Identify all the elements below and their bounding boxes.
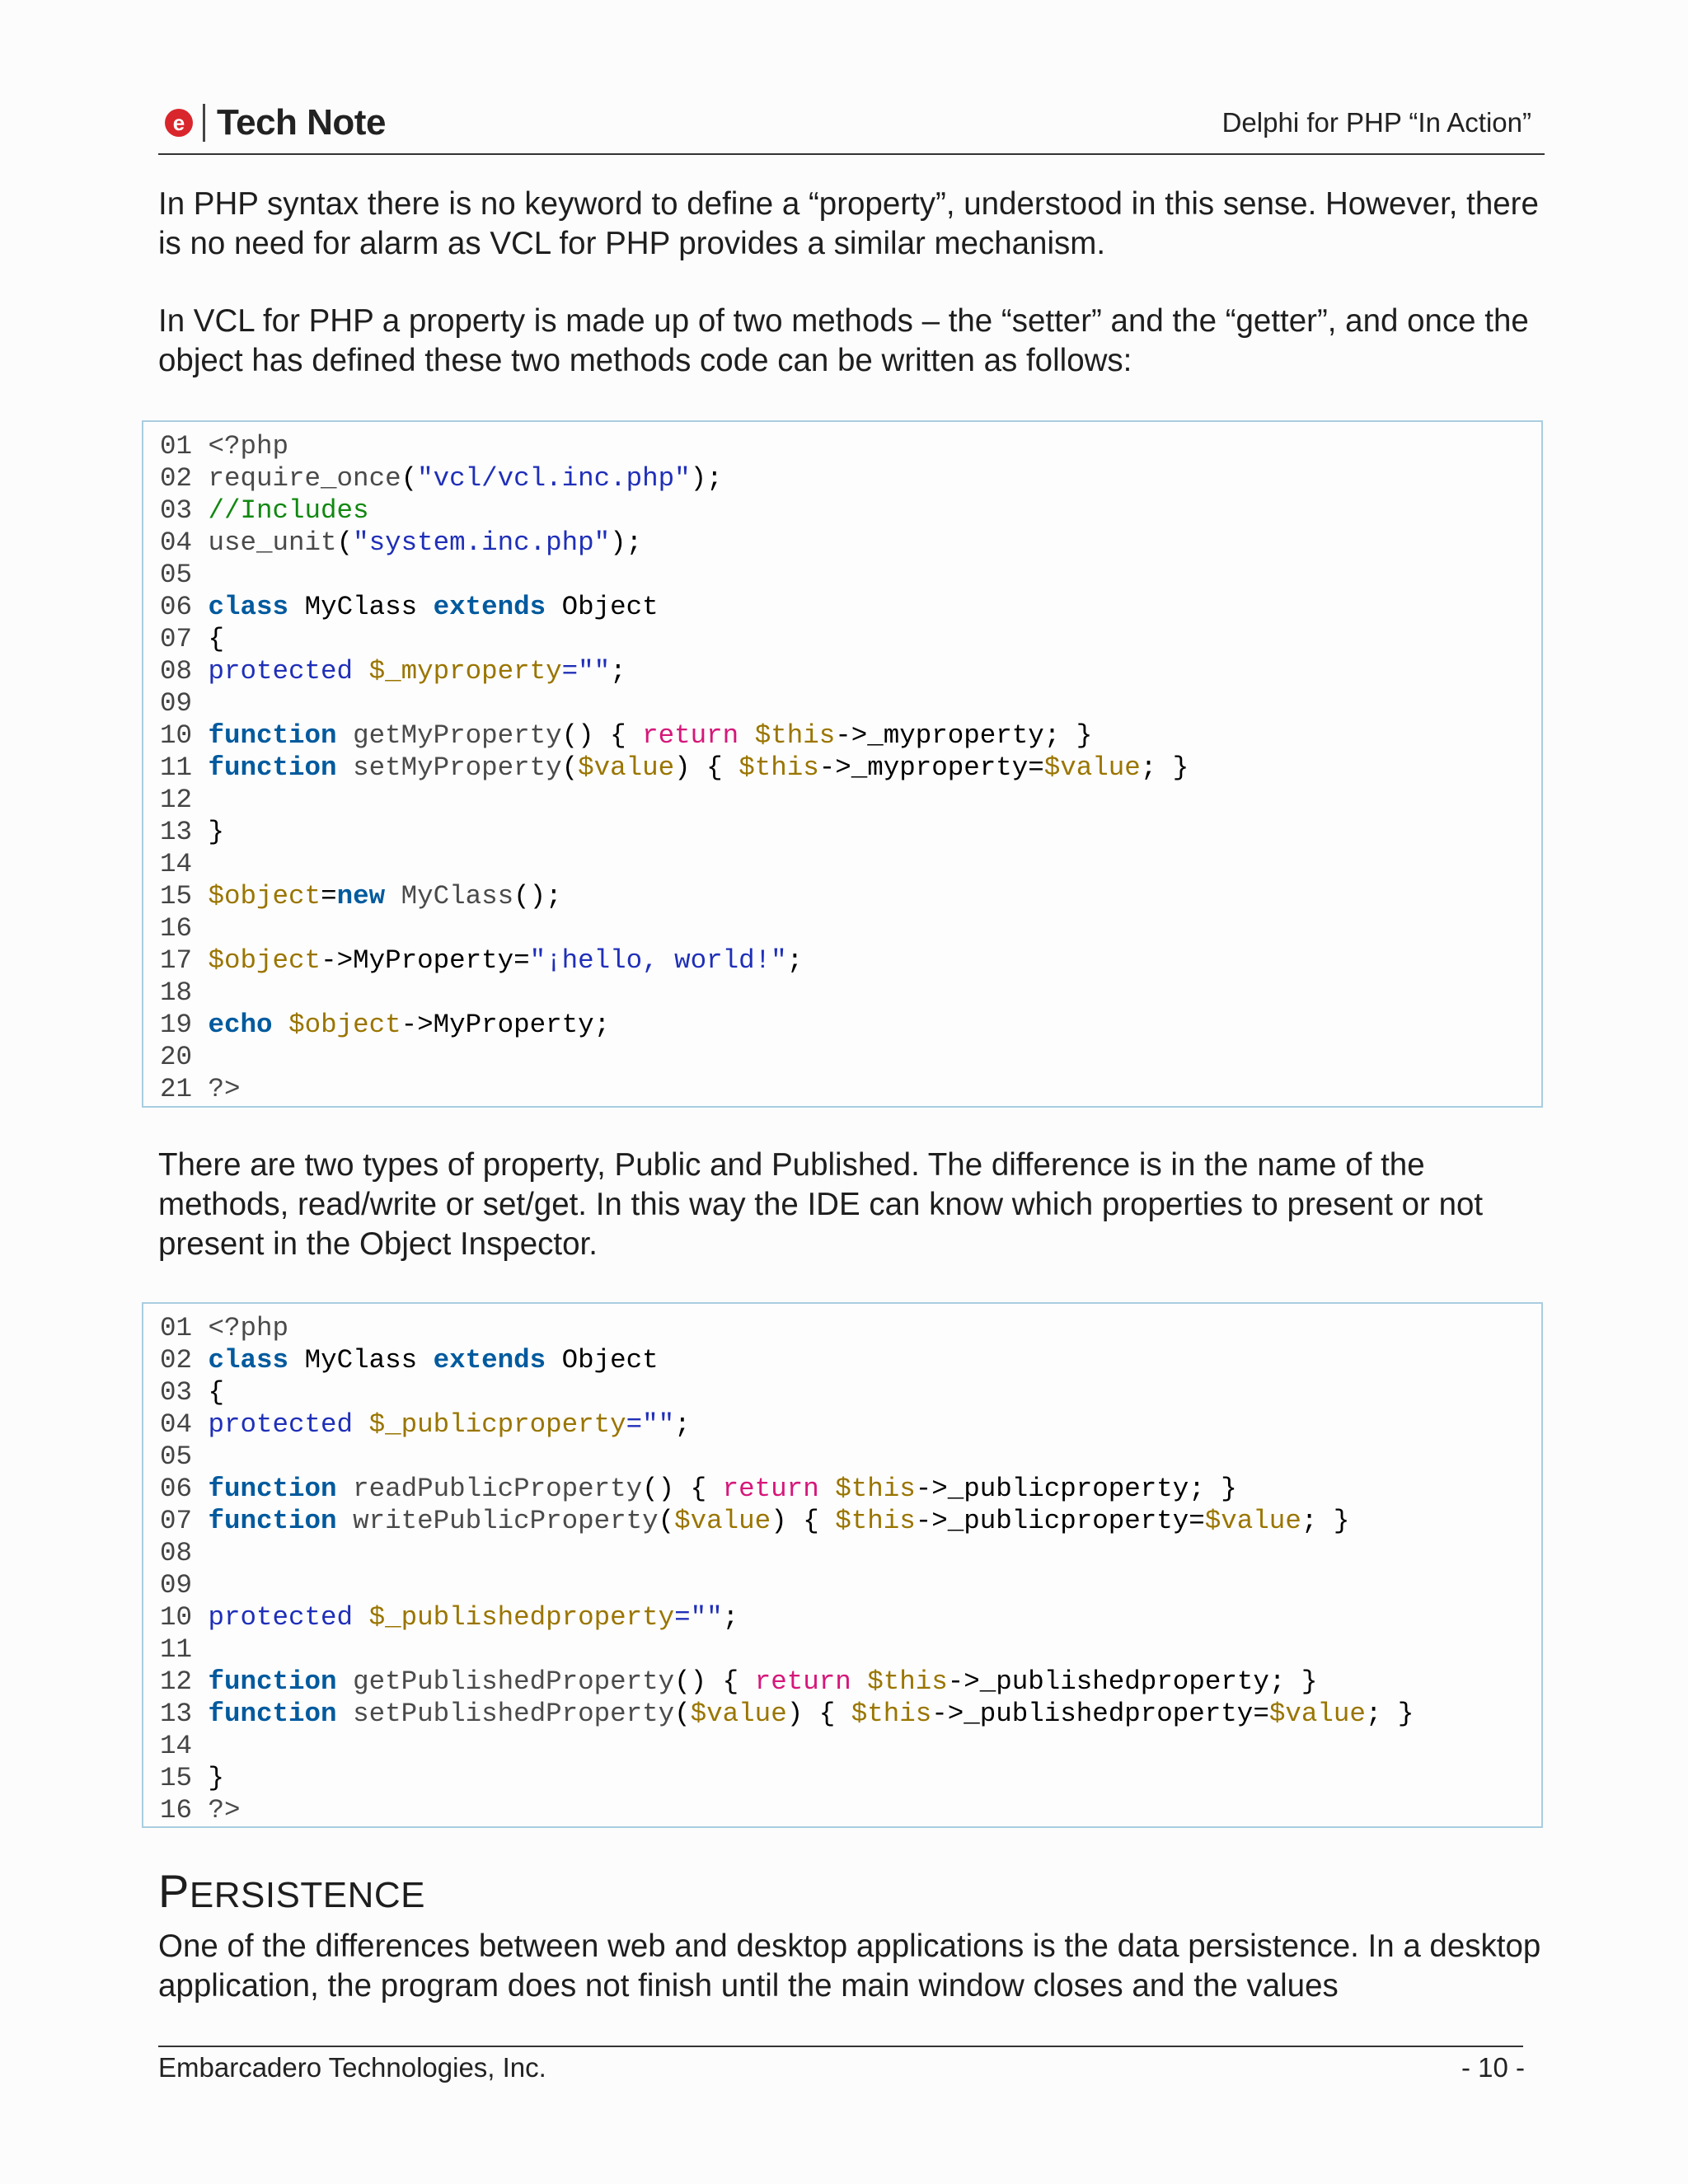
code-line — [143, 1441, 1541, 1473]
heading-initial: P — [158, 1865, 190, 1917]
paragraph-property-syntax: In PHP syntax there is no keyword to define a “property”, understood in this sense. However, there is no need for alarm as VCL for PHP provides a similar mechanism. — [158, 186, 1539, 261]
code-token: <?php — [208, 1313, 289, 1343]
code-token: return — [754, 1666, 851, 1697]
code-token: extends — [433, 592, 546, 622]
code-token: ->_myproperty; } — [835, 720, 1093, 751]
code-token — [337, 1506, 354, 1536]
code-token: function — [208, 1506, 337, 1536]
code-token: $this — [835, 1474, 916, 1504]
code-token: ); — [610, 527, 643, 558]
code-line — [143, 1344, 1541, 1376]
paragraph-property-types: There are two types of property, Public and Published. The difference is in the name of the methods, read/write or set/get. In this way the IDE can know which properties to present or not present in the Object Inspector. — [158, 1147, 1484, 1262]
code-line — [143, 848, 1541, 880]
code-token: $_myproperty — [368, 656, 562, 687]
code-token: ->_publicproperty; } — [915, 1474, 1237, 1504]
code-token: $object — [208, 945, 321, 976]
code-token: $this — [835, 1506, 916, 1536]
heading-rest: ERSISTENCE — [189, 1875, 426, 1915]
code-token: $this — [851, 1699, 932, 1729]
code-token: function — [208, 1699, 337, 1729]
code-line — [143, 1666, 1541, 1698]
code-token: class — [208, 1345, 289, 1376]
line-number: 02 — [160, 1345, 193, 1376]
code-token: getPublishedProperty — [353, 1666, 675, 1697]
code-token: "system.inc.php" — [353, 527, 611, 558]
paragraph-persistence: One of the differences between web and desktop applications is the data persistence. In a desktop application, the program does not finish until the main window closes and the values — [158, 1929, 1541, 2004]
code-line — [143, 912, 1541, 944]
code-token: MyClass — [288, 592, 434, 622]
code-line — [143, 719, 1541, 752]
line-number: 09 — [160, 688, 193, 719]
line-number: 06 — [160, 592, 193, 622]
code-line — [143, 1009, 1541, 1041]
code-token: ; } — [1365, 1699, 1414, 1729]
code-line — [143, 1601, 1541, 1633]
code-token: } — [208, 817, 225, 847]
code-token: ?> — [208, 1074, 241, 1104]
line-number: 19 — [160, 1010, 193, 1040]
line-number: 05 — [160, 560, 193, 590]
line-number: 01 — [160, 1313, 193, 1343]
code-token: protected — [208, 1409, 354, 1440]
code-line — [143, 1312, 1541, 1344]
code-token: function — [208, 720, 337, 751]
code-token: () { — [561, 720, 643, 751]
logo-text: Tech Note — [217, 102, 386, 143]
code-token: readPublicProperty — [353, 1474, 643, 1504]
code-token: function — [208, 752, 337, 783]
code-token — [353, 1602, 369, 1633]
line-number: 15 — [160, 1763, 193, 1793]
code-token: ->_myproperty= — [818, 752, 1044, 783]
line-number: 14 — [160, 1731, 193, 1761]
code-token: ; } — [1301, 1506, 1350, 1536]
code-token: MyClass — [401, 881, 514, 912]
code-token — [819, 1474, 836, 1504]
line-number: 07 — [160, 1506, 193, 1536]
line-number: 01 — [160, 431, 193, 462]
code-token: ( — [561, 752, 579, 783]
code-token — [337, 720, 354, 751]
line-number: 16 — [160, 913, 193, 944]
code-token: ->_publishedproperty= — [931, 1699, 1269, 1729]
code-token: function — [208, 1474, 337, 1504]
code-token: return — [642, 720, 739, 751]
code-token — [337, 1699, 354, 1729]
code-token: protected — [208, 656, 354, 687]
line-number: 11 — [160, 1634, 193, 1665]
code-token: ="" — [674, 1602, 723, 1633]
code-token: ->_publicproperty= — [915, 1506, 1205, 1536]
code-token: ->MyProperty= — [321, 945, 530, 976]
code-token: ); — [690, 463, 723, 494]
code-token — [337, 1666, 354, 1697]
code-token: setPublishedProperty — [353, 1699, 675, 1729]
code-token: Object — [546, 1345, 659, 1376]
paragraph-setter-getter: In VCL for PHP a property is made up of two methods – the “setter” and the “getter”, and once the object has defined these two methods code can be written as follows: — [158, 303, 1529, 378]
code-token: require_once — [208, 463, 401, 494]
code-token: ; — [722, 1602, 739, 1633]
code-line — [143, 1569, 1541, 1601]
code-token: $this — [738, 752, 819, 783]
code-token: ) { — [674, 752, 739, 783]
code-token: getMyProperty — [353, 720, 562, 751]
code-line — [143, 944, 1541, 977]
code-token — [851, 1666, 868, 1697]
code-token: = — [321, 881, 337, 912]
code-token: $object — [208, 881, 321, 912]
line-number: 20 — [160, 1042, 193, 1072]
code-token: { — [208, 624, 225, 654]
code-token: } — [208, 1763, 225, 1793]
code-line — [143, 1633, 1541, 1666]
code-token: ; } — [1140, 752, 1189, 783]
line-number: 13 — [160, 817, 193, 847]
embarcadero-logo-icon: e — [165, 109, 193, 137]
code-block-myproperty — [142, 420, 1543, 1108]
line-number: 12 — [160, 785, 193, 815]
code-token: "vcl/vcl.inc.php" — [417, 463, 691, 494]
code-token: <?php — [208, 431, 289, 462]
code-line — [143, 1073, 1541, 1105]
code-token: "¡hello, world!" — [529, 945, 787, 976]
code-line — [143, 1376, 1541, 1408]
code-token: Object — [546, 592, 659, 622]
code-line — [143, 752, 1541, 784]
code-token: ) { — [786, 1699, 851, 1729]
code-token: ?> — [208, 1795, 241, 1825]
code-token: ="" — [626, 1409, 675, 1440]
code-line — [143, 1505, 1541, 1537]
code-token: $value — [1043, 752, 1141, 783]
code-token — [353, 1409, 369, 1440]
line-number: 04 — [160, 1409, 193, 1440]
code-line — [143, 1762, 1541, 1794]
tech-note-logo — [165, 102, 386, 143]
code-token: $value — [674, 1506, 771, 1536]
line-number: 06 — [160, 1474, 193, 1504]
code-token: ( — [658, 1506, 675, 1536]
code-token: ( — [401, 463, 418, 494]
footer-company: Embarcadero Technologies, Inc. — [158, 2052, 546, 2083]
line-number: 09 — [160, 1570, 193, 1601]
code-token: function — [208, 1666, 337, 1697]
code-line — [143, 784, 1541, 816]
line-number: 05 — [160, 1441, 193, 1472]
code-line — [143, 591, 1541, 623]
line-number: 10 — [160, 1602, 193, 1633]
code-line — [143, 880, 1541, 912]
code-line — [143, 494, 1541, 527]
code-token: $value — [690, 1699, 787, 1729]
code-token: echo — [208, 1010, 273, 1040]
section-heading-persistence — [158, 1864, 425, 1918]
code-token: $this — [754, 720, 836, 751]
line-number: 21 — [160, 1074, 193, 1104]
line-number: 02 — [160, 463, 193, 494]
code-line — [143, 527, 1541, 559]
code-line — [143, 977, 1541, 1009]
page-header — [158, 99, 1545, 155]
code-line — [143, 1698, 1541, 1730]
code-line — [143, 1041, 1541, 1073]
code-token: writePublicProperty — [353, 1506, 659, 1536]
code-line — [143, 430, 1541, 462]
code-token: ; — [610, 656, 626, 687]
code-token: (); — [513, 881, 562, 912]
code-token: use_unit — [208, 527, 337, 558]
code-token: extends — [433, 1345, 546, 1376]
code-token: ; — [674, 1409, 691, 1440]
code-token: ->_publishedproperty; } — [947, 1666, 1318, 1697]
code-token: ="" — [561, 656, 611, 687]
code-line — [143, 1730, 1541, 1762]
code-token: ->MyProperty; — [401, 1010, 611, 1040]
code-line — [143, 1473, 1541, 1505]
footer-divider — [158, 2046, 1523, 2047]
line-number: 14 — [160, 849, 193, 879]
line-number: 10 — [160, 720, 193, 751]
code-line — [143, 1408, 1541, 1441]
code-line — [143, 816, 1541, 848]
code-token: ) { — [771, 1506, 836, 1536]
code-line — [143, 1794, 1541, 1826]
code-token — [738, 720, 755, 751]
code-token: //Includes — [208, 495, 369, 526]
code-line — [143, 462, 1541, 494]
code-token: $value — [578, 752, 675, 783]
code-token: () { — [642, 1474, 723, 1504]
code-token: $value — [1268, 1699, 1366, 1729]
code-block-public-published — [142, 1302, 1543, 1828]
code-token: $_publishedproperty — [368, 1602, 675, 1633]
code-token: ; — [786, 945, 804, 976]
code-token: $value — [1204, 1506, 1301, 1536]
code-token: $object — [288, 1010, 401, 1040]
code-token: $this — [867, 1666, 948, 1697]
code-token: return — [722, 1474, 819, 1504]
code-line — [143, 687, 1541, 719]
code-line — [143, 623, 1541, 655]
line-number: 03 — [160, 1377, 193, 1408]
page-number: - 10 - — [1461, 2052, 1525, 2083]
code-token — [385, 881, 401, 912]
code-token: $_publicproperty — [368, 1409, 626, 1440]
line-number: 17 — [160, 945, 193, 976]
line-number: 03 — [160, 495, 193, 526]
code-token: new — [336, 881, 386, 912]
code-token — [273, 1010, 289, 1040]
logo-divider — [203, 104, 205, 142]
code-token: MyClass — [288, 1345, 434, 1376]
code-token — [337, 1474, 354, 1504]
line-number: 08 — [160, 1538, 193, 1568]
line-number: 15 — [160, 881, 193, 912]
code-line — [143, 559, 1541, 591]
code-token — [353, 656, 369, 687]
code-token: { — [208, 1377, 225, 1408]
line-number: 12 — [160, 1666, 193, 1697]
code-token: ( — [336, 527, 354, 558]
code-token: () { — [674, 1666, 755, 1697]
code-token — [337, 752, 354, 783]
line-number: 16 — [160, 1795, 193, 1825]
code-token: setMyProperty — [353, 752, 562, 783]
code-line — [143, 1537, 1541, 1569]
line-number: 04 — [160, 527, 193, 558]
line-number: 18 — [160, 977, 193, 1008]
code-token: ( — [674, 1699, 691, 1729]
line-number: 07 — [160, 624, 193, 654]
line-number: 08 — [160, 656, 193, 687]
document-title: Delphi for PHP “In Action” — [1221, 107, 1531, 138]
code-token: class — [208, 592, 289, 622]
line-number: 11 — [160, 752, 193, 783]
code-line — [143, 655, 1541, 687]
line-number: 13 — [160, 1699, 193, 1729]
code-token: protected — [208, 1602, 354, 1633]
